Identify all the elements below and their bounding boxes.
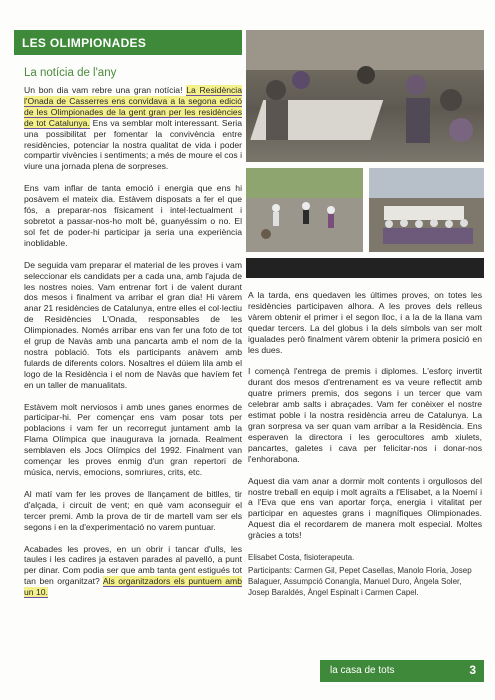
paragraph-5: Al matí vam fer les proves de llançament de bitlles, tir d'alçada, i circuit de vent; en què vam aconseguir el tercer premi. Amb la prova de tir de martell vam ser els segons i en la d'experimentació no varem puntuar.: [24, 488, 242, 532]
p1-text: Un bon dia vam rebre una gran notícia!: [24, 85, 187, 95]
photo-caption-bar: [246, 258, 484, 278]
article-subtitle: La notícia de l'any: [24, 67, 117, 79]
paragraph-1: [24, 85, 242, 172]
p6-highlight: Als organitzadors els puntuem amb un 10.: [24, 576, 242, 598]
photo-group-illustration: [369, 168, 484, 252]
magazine-name: la casa de tots: [330, 665, 395, 676]
credits-block: [248, 552, 482, 598]
paragraph-6: [24, 544, 242, 599]
event-photo-outdoor: [246, 168, 363, 252]
event-photo-main: [246, 30, 484, 162]
page-footer: [320, 660, 484, 682]
photo-outdoor-illustration: [246, 168, 363, 252]
left-text-body: [24, 85, 242, 598]
section-title-banner: LES OLIMPIONADES: [14, 30, 242, 55]
paragraph-4: Estàvem molt nerviosos i amb unes ganes enormes de participar-hi. Per començar ens vam posar tots per poblacions i vam fer un recorregut juntament amb la Flama Olímpica que inaugurava la jornada. Realment semblaven els Jocs Olímpics del 1992. Finalment van començar les proves enmig d'un gran repertori de música, nervis, emocions, somriures, crits, etc.: [24, 401, 242, 477]
right-text-body: [248, 290, 482, 541]
right-paragraph-2: I començà l'entrega de premis i diplomes. L'esforç invertit durant dos mesos d'entrenament es va veure reflectit amb quatre primers premis, dos segons i un tercer que vam celebrar amb salts i abraçades. Vam fer conèixer el nostre estimat poble i la nostra residència arreu de Catalunya. La gran sorpresa va ser quan vam arribar a la Residència. Ens esperaven la directora i les gerocultores amb xiulets, pancartes, galetes i cava per felicitar-nos i donar-nos l'enhorabona.: [248, 366, 482, 464]
page-number: 3: [469, 663, 476, 677]
participants-list: Participants: Carmen Gil, Pepet Casellas, Manolo Floria, Josep Balaguer, Assumpció Conangla, Manuel Duro, Àngela Soler, Josep Baraldés, Àngel Espinalt i Carmen Capel.: [248, 566, 472, 598]
paragraph-2: Ens vam inflar de tanta emoció i energia que ens hi posàvem el mateix dia. Estàvem disposats a fer el que fós, a preparar-nos físicament i intel·lectualment i sobretot a passar-nos-ho molt bé, guanyéssim o no. El sol fet de poder-hi participar ja seria una experiència inoblidable.: [24, 183, 242, 248]
right-column: [248, 290, 482, 598]
paragraph-3: De seguida vam preparar el material de les proves i vam seleccionar els candidats per a cada una, amb l'ajuda de les nostres noies. Vam entrenar fort i de valent durant dos mesos i finalment va arribar el gran dia! Hi vàrem anar 21 residències de Catalunya, entre elles el col·lectiu de Residències L'Onada, responsables de les Olimpionades. Només arribar ens van fer una foto de tot el grup de Navàs amb una pancarta amb el nom de la nostra població. Tots els participants anàvem amb fulards de diferents colors. Nosaltres el dúiem lila amb el logo de la Residència i el nom de Navàs que havíem fet en un taller de manualitats.: [24, 259, 242, 390]
p6-text: Acabades les proves, en un obrir i tancar d'ulls, les taules i les cadires ja estaven parades al pavelló, a punt per dinar. Com podia ser que amb tanta gent estigués tot tan ben organitzat?: [24, 543, 242, 587]
photo-crowd-illustration: [246, 30, 484, 162]
event-photo-group: [369, 168, 484, 252]
p1-highlight: La Residència l'Onada de Casserres ens convidava a la segona edició de les Olimpionades de la gent gran per les residències de tot Catalunya.: [24, 85, 242, 128]
right-paragraph-3: Aquest dia vam anar a dormir molt contents i orgullosos del nostre treball en equip i molt agraïts a l'Elisabet, a la Noemí i a l'Eva que ens van aportar força, energia i vitalitat per participar en aquestes grans i magnífiques Olimpionades. Aquest dia el recordarem de manera molt especial. Moltes gràcies a tots!: [248, 475, 482, 541]
left-column: [14, 30, 242, 609]
p1-text-end: Ens va semblar molt interessant. Seria una possibilitat per fomentar la convivència entre residències, potenciar la nostra qualitat de vida i poder compartir vivències i sentiments; a més de moure el cos i viure una jornada plena de sorpreses.: [24, 117, 242, 172]
author-credit: Elisabet Costa, fisioterapeuta.: [248, 553, 355, 563]
right-paragraph-1: A la tarda, ens quedaven les últimes proves, on totes les residències participaven alhora. A les proves dels relleus vàrem obtenir el primer i el segon lloc, i a la de la llana vam quedar tercers. La del globus i la dels símbols van ser molt igualades però finalment vàrem obtenir la primera posició en les dues.: [248, 290, 482, 355]
